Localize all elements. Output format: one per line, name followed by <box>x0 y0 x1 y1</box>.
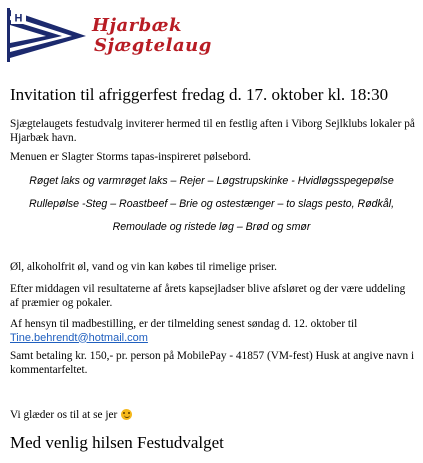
awards-paragraph: Efter middagen vil resultaterne af årets kapsejladser blive afsløret og der være uddeling af præmier og pokaler. <box>10 283 406 309</box>
club-name <box>92 16 212 56</box>
looking-forward-text: Vi glæder os til at se jer <box>10 409 118 421</box>
menu-line-2: Rullepølse -Steg – Roastbeef – Brie og ostestænger – to slags pesto, Rødkål, <box>28 198 395 210</box>
email-link[interactable]: Tine.behrendt@hotmail.com <box>10 331 148 344</box>
club-logo <box>6 6 212 66</box>
registration-paragraph <box>10 318 415 345</box>
drinks-paragraph: Øl, alkoholfrit øl, vand og vin kan købes til rimelige priser. <box>10 261 277 273</box>
looking-forward-line <box>10 409 415 423</box>
club-name-line1: Hjarbæk <box>92 15 182 36</box>
invitation-title: Invitation til afriggerfest fredag d. 17. oktober kl. 18:30 <box>10 85 389 104</box>
menu-intro: Menuen er Slagter Storms tapas-inspireret pølsebord. <box>10 151 251 163</box>
payment-paragraph: Samt betaling kr. 150,- pr. person på MobilePay - 41857 (VM-fest) Husk at angive navn i kommentarfeltet. <box>10 350 415 376</box>
intro-paragraph: Sjægtelaugets festudvalg inviterer hermed til en festlig aften i Viborg Sejlklubs lokaler på Hjarbæk havn. <box>10 118 415 144</box>
smiley-icon <box>121 409 132 420</box>
burgee-flag-icon <box>6 6 88 62</box>
menu-line-1: Røget laks og varmrøget laks – Rejer – Løgstrupskinke - Hvidløgsspegepølse <box>29 175 394 187</box>
closing-signature: Med venlig hilsen Festudvalget <box>10 433 224 452</box>
menu-line-3: Remoulade og ristede løg – Brød og smør <box>112 221 311 233</box>
flag-letter: H <box>14 12 23 25</box>
club-name-line2: Sjægtelaug <box>94 35 212 56</box>
registration-text: Af hensyn til madbestilling, er der tilmelding senest søndag d. 12. oktober til <box>10 318 358 330</box>
